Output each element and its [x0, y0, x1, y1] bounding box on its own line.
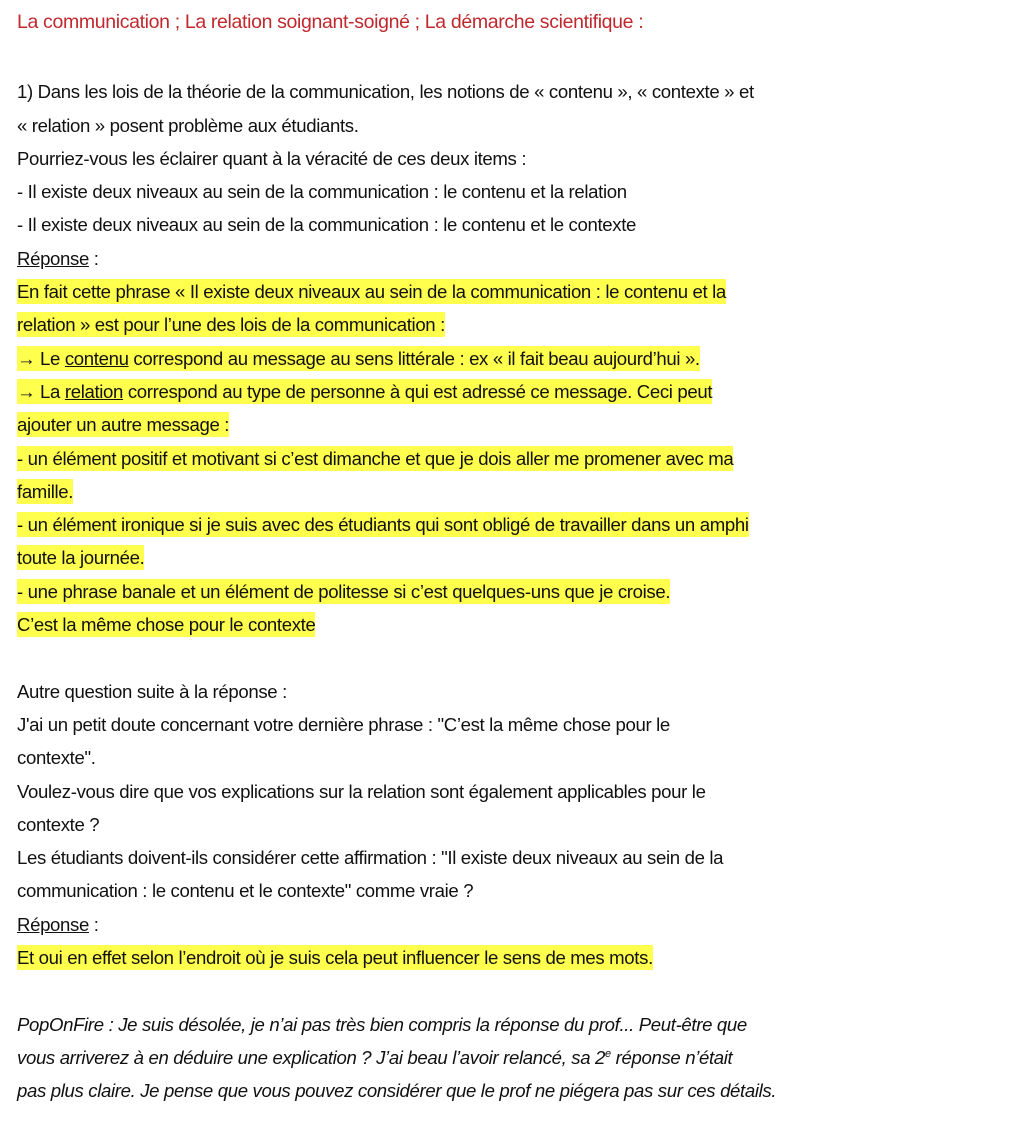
underlined-text: relation	[64, 380, 124, 402]
text-line	[17, 874, 1017, 907]
underlined-text: Réponse	[17, 913, 89, 935]
line-content	[17, 479, 73, 504]
line-content	[17, 312, 445, 337]
line-content	[17, 446, 733, 471]
line-content	[17, 79, 754, 104]
text-line	[17, 375, 1017, 408]
line-content	[17, 146, 526, 171]
text-line	[17, 775, 1017, 808]
line-content	[17, 745, 96, 770]
line-content	[17, 179, 627, 204]
text-line	[17, 475, 1017, 508]
text-segment: « relation » posent problème aux étudiants.	[17, 114, 359, 136]
line-content	[17, 212, 636, 237]
text-line	[17, 308, 1017, 341]
line-content	[17, 279, 726, 304]
line-content	[17, 612, 315, 637]
text-segment: - Il existe deux niveaux au sein de la communication : le contenu et le contexte	[17, 214, 637, 236]
text-segment: :	[88, 913, 99, 935]
text-segment: ajouter un autre message :	[17, 414, 230, 436]
text-line	[17, 408, 1017, 441]
line-content	[17, 346, 700, 371]
text-segment: - Il existe deux niveaux au sein de la communication : le contenu et la relation	[17, 181, 627, 203]
text-segment: correspond au message au sens littérale : ex « il fait beau aujourd’hui ».	[128, 347, 700, 369]
underlined-text: Réponse	[17, 247, 89, 269]
line-content	[17, 1078, 776, 1103]
text-segment: réponse n’était	[610, 1046, 733, 1068]
text-line	[17, 675, 1017, 708]
blank-line	[17, 42, 1017, 75]
document-title	[17, 6, 1017, 42]
text-line	[17, 508, 1017, 541]
text-segment: Voulez-vous dire que vos explications sur la relation sont également applicables pour le	[17, 780, 706, 802]
text-segment: PopOnFire : Je suis désolée, je n’ai pas très bien compris la réponse du prof... Peut-être que	[17, 1013, 747, 1035]
line-content	[17, 246, 99, 271]
line-content	[17, 878, 473, 903]
text-line	[17, 109, 1017, 142]
text-line	[17, 575, 1017, 608]
text-segment: famille.	[17, 480, 74, 502]
text-segment: communication : le contenu et le contexte" comme vraie ?	[17, 880, 474, 902]
text-segment: contexte".	[17, 747, 96, 769]
text-segment: C’est la même chose pour le contexte	[17, 614, 316, 636]
text-segment: :	[88, 247, 99, 269]
text-segment: - un élément positif et motivant si c’est dimanche et que je dois aller me promener avec ma	[17, 447, 734, 469]
line-content	[17, 912, 99, 937]
text-line	[17, 208, 1017, 241]
text-segment: 1) Dans les lois de la théorie de la communication, les notions de « contenu », « contexte » et	[17, 81, 754, 103]
line-content	[17, 1012, 747, 1037]
text-line	[17, 1008, 1017, 1041]
text-segment: relation » est pour l’une des lois de la communication :	[17, 314, 445, 336]
text-segment: J'ai un petit doute concernant votre dernière phrase : "C’est la même chose pour le	[17, 713, 670, 735]
text-line	[17, 941, 1017, 974]
text-segment: Autre question suite à la réponse :	[17, 680, 287, 702]
text-line	[17, 1041, 1017, 1074]
document-body	[17, 6, 1017, 1108]
blank-line	[17, 974, 1017, 1007]
text-line	[17, 708, 1017, 741]
text-segment: - une phrase banale et un élément de politesse si c’est quelques-uns que je croise.	[17, 580, 671, 602]
line-content	[17, 545, 144, 570]
text-segment: En fait cette phrase « Il existe deux niveaux au sein de la communication : le contenu et la	[17, 281, 726, 303]
text-segment: → La	[17, 380, 65, 402]
text-line	[17, 142, 1017, 175]
text-line	[17, 841, 1017, 874]
text-line	[17, 275, 1017, 308]
line-content	[17, 412, 229, 437]
line-content	[17, 712, 670, 737]
line-content	[17, 1045, 732, 1070]
text-segment: Pourriez-vous les éclairer quant à la véracité de ces deux items :	[17, 147, 527, 169]
text-line	[17, 175, 1017, 208]
line-content	[17, 9, 643, 35]
text-segment: La communication ; La relation soignant-soigné ; La démarche scientifique :	[17, 11, 644, 33]
line-content	[17, 579, 670, 604]
text-segment: vous arriverez à en déduire une explication ? J’ai beau l’avoir relancé, sa 2	[17, 1046, 606, 1068]
text-line	[17, 1074, 1017, 1107]
line-content	[17, 845, 723, 870]
line-content	[17, 512, 749, 537]
blank-line	[17, 641, 1017, 674]
underlined-text: contenu	[64, 347, 129, 369]
text-line	[17, 808, 1017, 841]
text-segment: Les étudiants doivent-ils considérer cette affirmation : "Il existe deux niveaux au sein de la	[17, 847, 724, 869]
line-content	[17, 679, 287, 704]
text-line	[17, 242, 1017, 275]
text-line	[17, 342, 1017, 375]
text-line	[17, 541, 1017, 574]
text-segment: pas plus claire. Je pense que vous pouvez considérer que le prof ne piégera pas sur ces détails.	[17, 1080, 777, 1102]
text-segment: toute la journée.	[17, 547, 145, 569]
text-segment: → Le	[17, 347, 65, 369]
text-line	[17, 741, 1017, 774]
line-content	[17, 812, 99, 837]
text-line	[17, 908, 1017, 941]
text-segment: correspond au type de personne à qui est adressé ce message. Ceci peut	[123, 380, 713, 402]
text-segment: contexte ?	[17, 813, 100, 835]
line-content	[17, 945, 653, 970]
line-content	[17, 113, 359, 138]
text-line	[17, 442, 1017, 475]
line-content	[17, 779, 706, 804]
text-segment: - un élément ironique si je suis avec des étudiants qui sont obligé de travailler dans un amphi	[17, 514, 749, 536]
superscript: e	[605, 1047, 611, 1060]
line-content	[17, 379, 712, 404]
text-segment: Et oui en effet selon l’endroit où je suis cela peut influencer le sens de mes mots.	[17, 947, 653, 969]
text-line	[17, 608, 1017, 641]
text-line	[17, 75, 1017, 108]
